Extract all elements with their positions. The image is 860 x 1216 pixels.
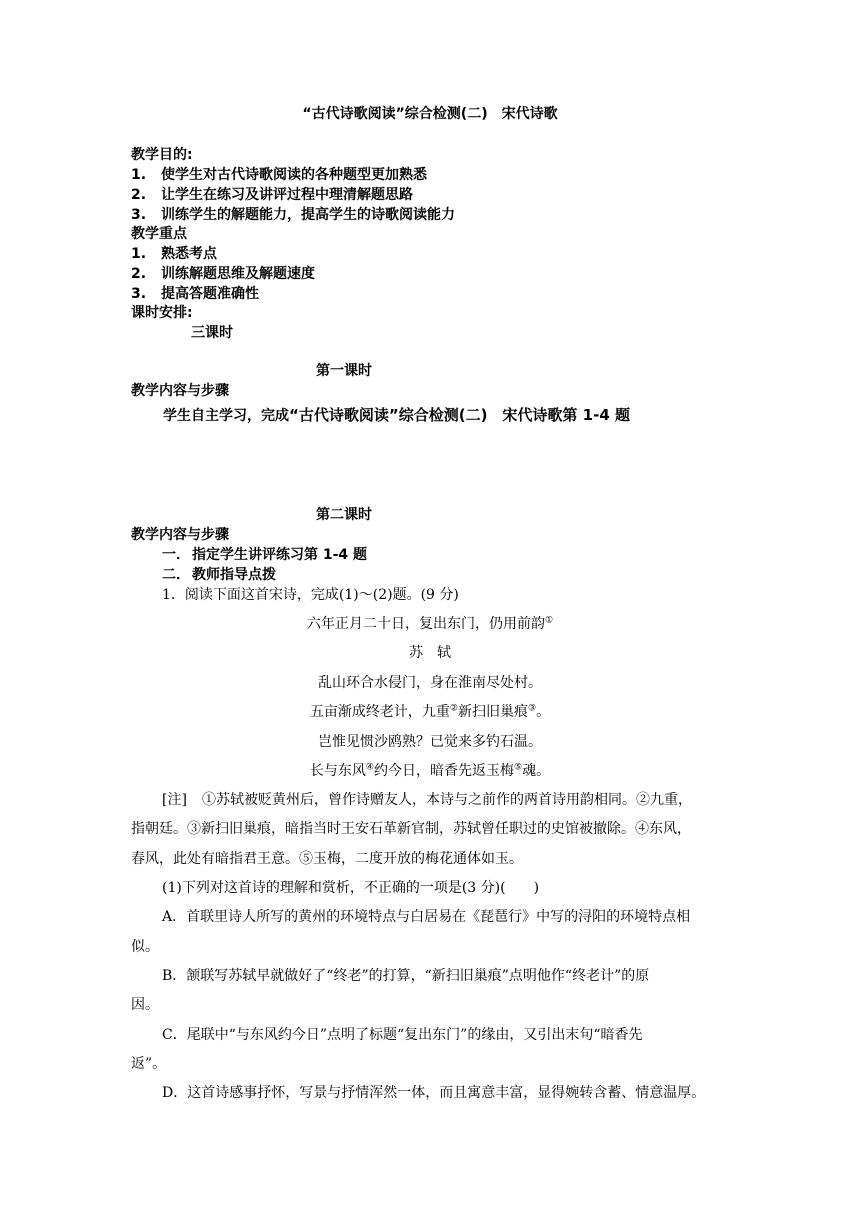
goals-heading: 教学目的: xyxy=(131,147,193,163)
notes-line-2: 指朝廷。③新扫旧巢痕，暗指当时王安石革新官制，苏轼曾任职过的史馆被撤除。④东风， xyxy=(131,821,691,837)
option-b-line-1: B．颔联写苏轼早就做好了“终老”的打算，“新扫旧巢痕”点明他作“终老计”的原 xyxy=(162,968,650,984)
option-d-line-1: D．这首诗感事抒怀，写景与抒情浑然一体，而且寓意丰富，显得婉转含蓄、情意温厚。 xyxy=(162,1085,706,1101)
schedule-heading: 课时安排: xyxy=(131,305,193,321)
question1-stem: (1)下列对这首诗的理解和赏析，不正确的一项是(3 分)( ) xyxy=(162,880,540,896)
option-b-line-2: 因。 xyxy=(131,997,159,1013)
poem-line-2: 五亩渐成终老计，九重②新扫旧巢痕③。 xyxy=(309,703,551,720)
lesson2-step-1: 一． 指定学生讲评练习第 1-4 题 xyxy=(162,547,368,563)
poem-title: 六年正月二十日，复出东门，仍用前韵① xyxy=(306,615,554,632)
notes-line-3: 春风，此处有暗指君王意。⑤玉梅，二度开放的梅花通体如玉。 xyxy=(131,851,523,867)
goal-item-3: 3. 训练学生的解题能力，提高学生的诗歌阅读能力 xyxy=(131,207,455,223)
option-a-line-1: A．首联里诗人所写的黄州的环境特点与白居易在《琵琶行》中写的浔阳的环境特点相 xyxy=(162,909,691,925)
lesson1-heading: 第一课时 xyxy=(316,363,372,379)
document-title: “古代诗歌阅读”综合检测(二) 宋代诗歌 xyxy=(302,106,558,122)
poem-line-3: 岂惟见惯沙鸥熟？已觉来多钓石温。 xyxy=(318,734,542,750)
goal-item-2: 2. 让学生在练习及讲评过程中理清解题思路 xyxy=(131,187,413,203)
notes-label: [注] xyxy=(162,792,187,808)
option-c-line-1: C．尾联中“与东风约今日”点明了标题“复出东门”的缘由，又引出末句“暗香先 xyxy=(162,1027,643,1043)
focus-item-3: 3. 提高答题准确性 xyxy=(131,286,259,302)
schedule-value: 三课时 xyxy=(191,325,233,341)
lesson2-step-2: 二． 教师指导点拨 xyxy=(162,567,276,583)
poem-line-4: 长与东风④约今日，暗香先返玉梅⑤魂。 xyxy=(309,762,551,779)
lesson2-subheading: 教学内容与步骤 xyxy=(131,527,229,543)
question-intro: 1．阅读下面这首宋诗，完成(1)～(2)题。(9 分) xyxy=(162,587,459,603)
lesson1-task: 学生自主学习，完成“古代诗歌阅读”综合检测(二) 宋代诗歌第 1-4 题 xyxy=(163,406,630,424)
option-c-line-2: 返”。 xyxy=(131,1056,167,1072)
poem-author: 苏 轼 xyxy=(409,645,451,661)
focus-item-2: 2. 训练解题思维及解题速度 xyxy=(131,266,315,282)
focus-heading: 教学重点 xyxy=(131,226,187,242)
notes-line-1: [注] ①苏轼被贬黄州后，曾作诗赠友人，本诗与之前作的两首诗用韵相同。②九重， xyxy=(162,792,692,808)
poem-line-1: 乱山环合水侵门，身在淮南尽处村。 xyxy=(318,675,542,691)
lesson1-subheading: 教学内容与步骤 xyxy=(131,383,229,399)
lesson2-heading: 第二课时 xyxy=(316,507,372,523)
goal-item-1: 1. 使学生对古代诗歌阅读的各种题型更加熟悉 xyxy=(131,167,427,183)
poem-title-note: ① xyxy=(544,615,554,626)
option-a-line-2: 似。 xyxy=(131,939,159,955)
focus-item-1: 1. 熟悉考点 xyxy=(131,246,217,262)
